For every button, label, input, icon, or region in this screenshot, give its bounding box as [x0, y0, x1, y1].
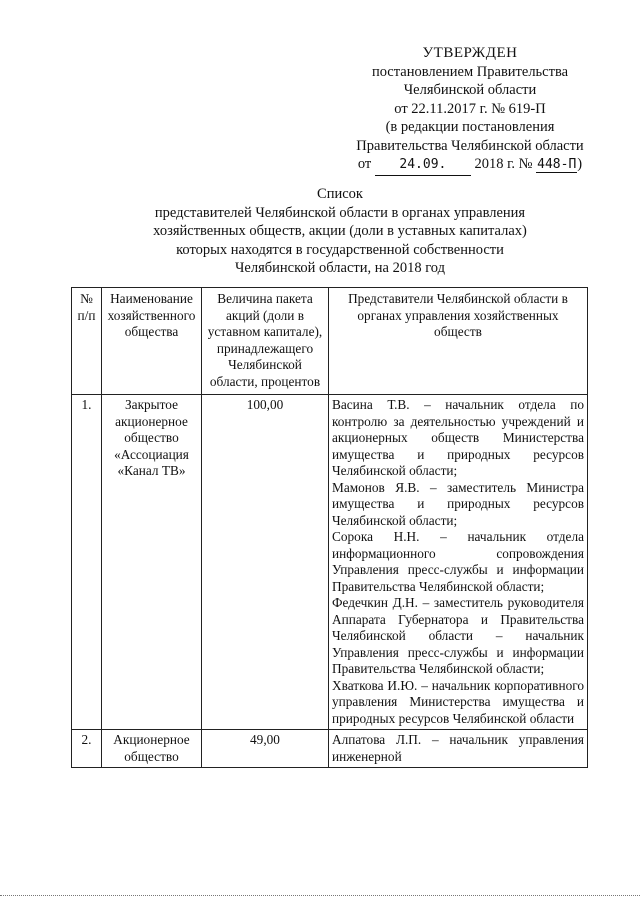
representative-entry: Федечкин Д.Н. – заместитель руководителя Аппарата Губернатора и Правительства Челябинской области – начальник Управления пресс-службы и информации Правительства Челябинской области; [332, 595, 584, 676]
share-value: 49,00 [202, 730, 329, 768]
representative-entry: Алпатова Л.П. – начальник управления инженерной [332, 732, 584, 764]
table-header-row [72, 288, 588, 395]
approval-heading: УТВЕРЖДЕН [422, 45, 518, 61]
representative-entry: Хваткова И.Ю. – начальник корпоративного управления Министерства имущества и природных ресурсов Челябинской области [332, 677, 584, 726]
header-company-name: Наименование хозяйственного общества [102, 288, 202, 395]
table-row [72, 395, 588, 730]
company-name: Акционерное общество [102, 730, 202, 768]
document-title [70, 185, 610, 278]
table-row [72, 730, 588, 768]
header-number: № п/п [72, 288, 102, 395]
representatives-cell [329, 730, 588, 768]
header-share: Величина пакета акций (доли в уставном капитале), принадлежащего Челябинской области, процентов [202, 288, 329, 395]
representative-entry: Васина Т.В. – начальник отдела по контролю за деятельностью учреждений и акционерных обществ Министерства имущества и природных ресурсов Челябинской области; [332, 397, 584, 478]
handwritten-date: 24.09. [375, 156, 471, 176]
approval-line-4: (в редакции постановления [385, 119, 555, 135]
title-line-1: Список [317, 186, 363, 202]
title-line-2: представителей Челябинской области в органах управления [154, 204, 526, 221]
approval-line-3: от 22.11.2017 г. № 619-П [394, 100, 546, 117]
handwritten-doc-number: 448-П [537, 157, 577, 172]
title-line-4: которых находятся в государственной собственности [176, 241, 504, 258]
representative-entry: Мамонов Я.В. – заместитель Министра имущества и природных ресурсов Челябинской области; [332, 479, 584, 528]
row-number: 2. [72, 730, 102, 768]
date-prefix: от [357, 156, 372, 172]
year-text: 2018 г. № [474, 156, 533, 172]
row-number: 1. [72, 395, 102, 730]
close-paren: ) [577, 156, 583, 172]
share-value: 100,00 [202, 395, 329, 730]
title-line-3: хозяйственных обществ, акции (доли в уставных капиталах) [153, 223, 527, 239]
header-representatives: Представители Челябинской области в органах управления хозяйственных обществ [329, 288, 588, 395]
approval-line-1: постановлением Правительства [371, 63, 569, 80]
representatives-cell [329, 395, 588, 730]
approval-line-2: Челябинской области [403, 82, 537, 98]
representative-entry: Сорока Н.Н. – начальник отдела информационного сопровождения Управления пресс-службы и информации Правительства Челябинской области; [332, 529, 584, 594]
approval-date-line [340, 155, 600, 176]
title-line-5: Челябинской области, на 2018 год [234, 260, 445, 276]
approval-line-5: Правительства Челябинской области [356, 137, 584, 154]
representatives-table [71, 287, 588, 768]
company-name: Закрытое акционерное общество «Ассоциация «Канал ТВ» [102, 395, 202, 730]
approval-stamp [340, 44, 600, 176]
page-bottom-divider [0, 895, 640, 896]
